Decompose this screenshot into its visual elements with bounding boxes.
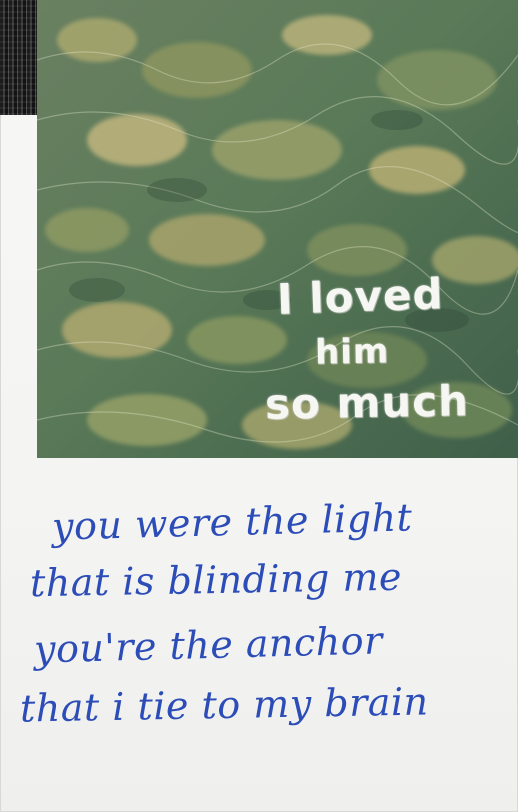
overlay-line-3: so much	[264, 376, 470, 429]
note-line-2: that is blinding me	[29, 554, 403, 606]
note-line-1: you were the light	[51, 495, 413, 549]
torn-dark-strip	[0, 0, 38, 115]
note-line-3: you're the anchor	[33, 618, 384, 672]
overlay-line-2: him	[314, 331, 390, 373]
water-photo	[37, 0, 518, 458]
note-line-4: that i tie to my brain	[19, 679, 429, 731]
handwritten-note	[0, 458, 518, 812]
photo-overlay-text	[37, 0, 518, 458]
overlay-line-1: I loved	[276, 269, 445, 324]
